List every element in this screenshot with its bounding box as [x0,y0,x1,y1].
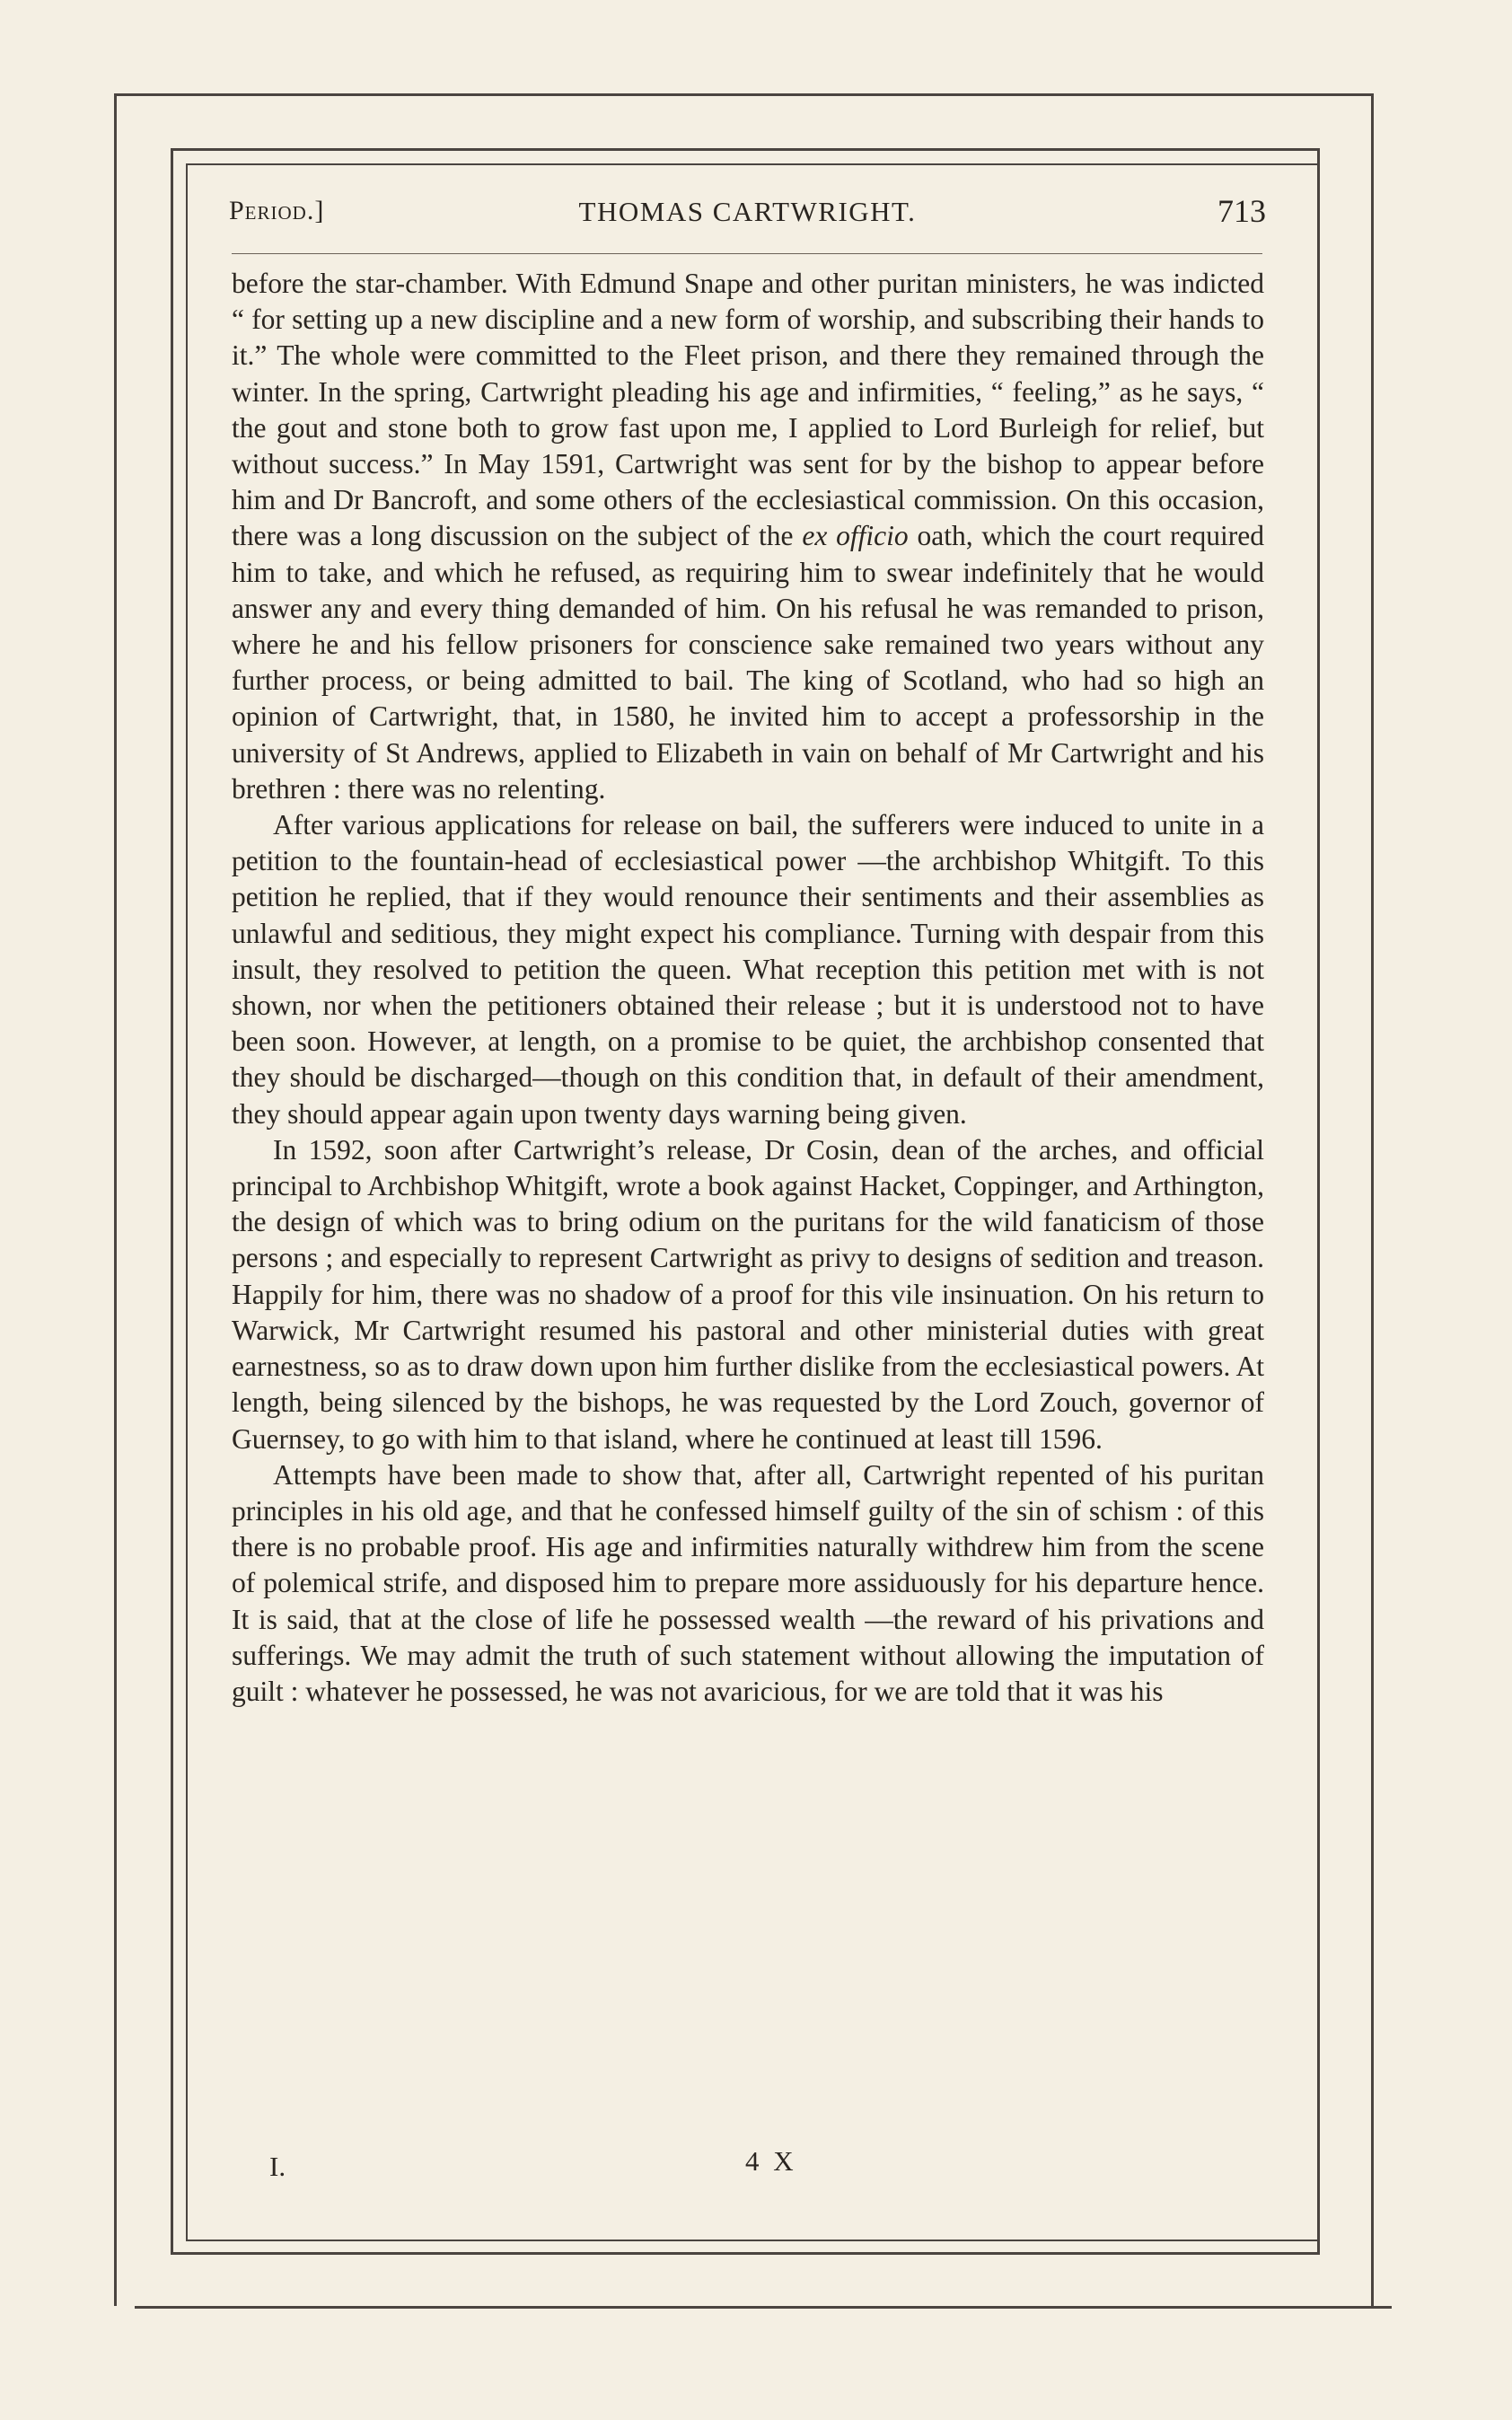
header-title: THOMAS CARTWRIGHT. [578,196,917,227]
body-text [232,266,1264,1710]
signature-mark: 4 X [745,2145,797,2177]
volume-mark: I. [269,2151,286,2182]
outer-bottom-rule [135,2306,1392,2309]
header-period: Period.] [229,196,325,225]
header-rule [232,253,1262,254]
running-header [229,193,1266,241]
page-number: 713 [1218,193,1266,229]
paragraph-3: In 1592, soon after Cartwright’s release, Dr Cosin, dean of the arches, and official principal to Archbishop Whitgift, wrote a book against Hacket, Coppinger, and Arthington, the design of which was to bring odium on the puritans for the wild fanaticism of those persons ; and especially to represent Cartwright as privy to designs of sedition and treason. Happily for him, there was no shadow of a proof for this vile insinuation. On his return to Warwick, Mr Cartwright resumed his pastoral and other ministerial duties with great earnestness, so as to draw down upon him further dislike from the ecclesiastical powers. At length, being silenced by the bishops, he was requested by the Lord Zouch, governor of Guernsey, to go with him to that island, where he continued at least till 1596. [232,1133,1264,1455]
ex-officio-italic: ex officio [802,520,909,552]
paragraph-1: before the star-chamber. With Edmund Snape and other puritan ministers, he was indicted “ for setting up a new discipline and a new form of worship, and subscribing their hands to it.” The whole were committed to the Fleet prison, and there they remained through the winter. In the spring, Cartwright pleading his age and infirmities, “ feeling,” as he says, “ the gout and stone both to grow fast upon me, I applied to Lord Burleigh for relief, but without success.” In May 1591, Cartwright was sent for by the bishop to appear before him and Dr Bancroft, and some others of the ecclesiastical commission. On this occasion, there was a long discussion on the subject of the ex officio oath, which the court required him to take, and which he refused, as requiring him to swear indefinitely that he would answer any and every thing demanded of him. On his refusal he was remanded to prison, where he and his fellow prisoners for conscience sake remained two years without any further process, or being admitted to bail. The king of Scotland, who had so high an opinion of Cartwright, that, in 1580, he invited him to accept a professorship in the university of St Andrews, applied to Elizabeth in vain on behalf of Mr Cartwright and his brethren : there was no relenting. [232,268,1264,805]
paragraph-4: Attempts have been made to show that, after all, Cartwright repented of his puritan principles in his old age, and that he confessed himself guilty of the sin of schism : of this there is no probable proof. His age and infirmities naturally withdrew him from the scene of polemical strife, and disposed him to prepare more assiduously for his departure hence. It is said, that at the close of life he possessed wealth —the reward of his privations and sufferings. We may admit the truth of such statement without allowing the imputation of guilt : whatever he possessed, he was not avaricious, for we are told that it was his [232,1458,1264,1707]
paragraph-2: After various applications for release on bail, the sufferers were induced to unite in a petition to the fountain-head of ecclesiastical power —the archbishop Whitgift. To this petition he replied, that if they would renounce their sentiments and their assemblies as unlawful and seditious, they might expect his compliance. Turning with despair from this insult, they resolved to petition the queen. What reception this petition met with is not shown, nor when the petitioners obtained their release ; but it is understood not to have been soon. However, at length, on a promise to be quiet, the archbishop consented that they should be discharged—though on this condition that, in default of their amendment, they should appear again upon twenty days warning being given. [232,809,1264,1130]
page-footer [269,2145,1167,2190]
